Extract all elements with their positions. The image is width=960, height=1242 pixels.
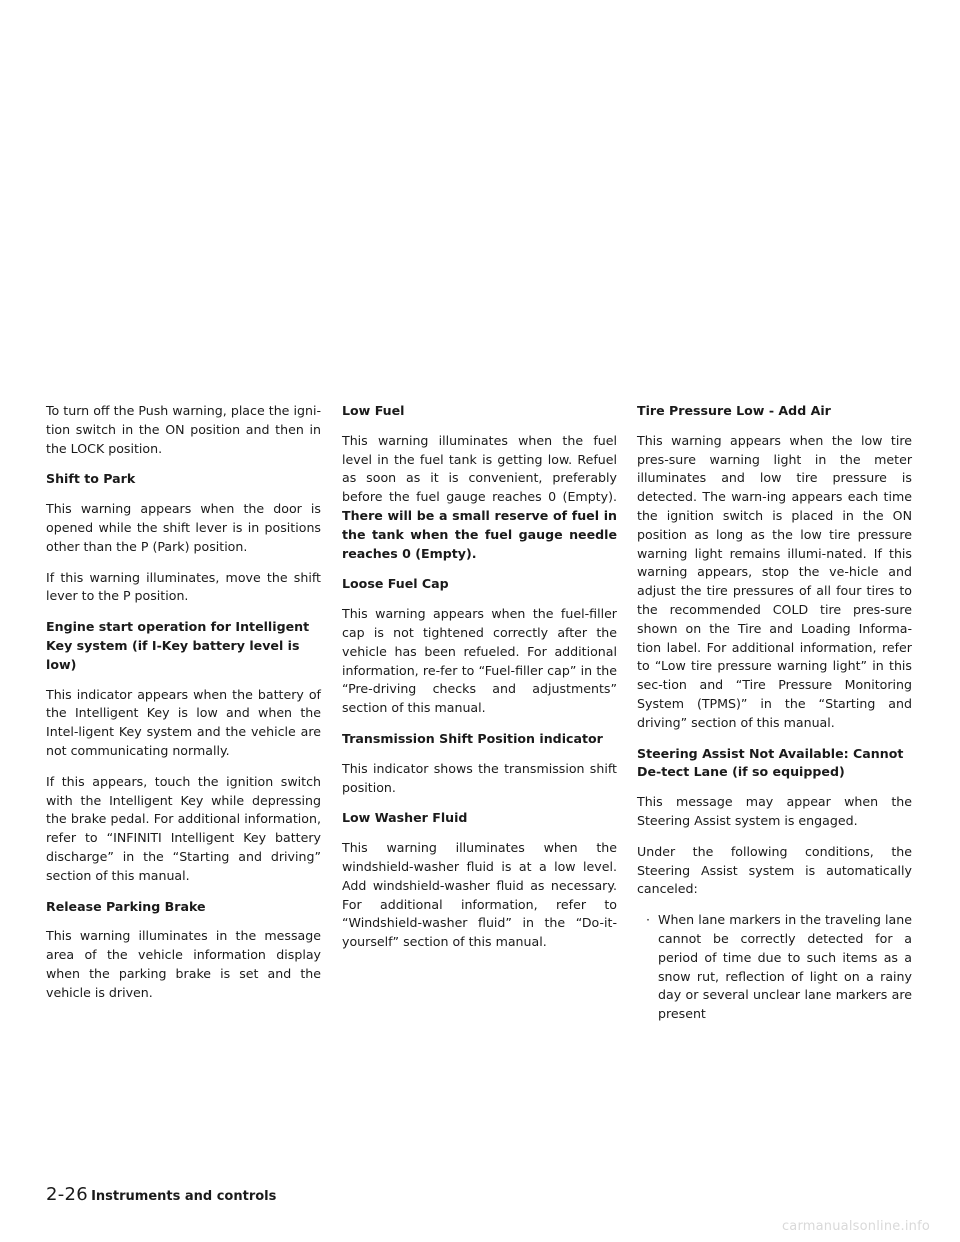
tire-pressure-paragraph: This warning appears when the low tire pres-sure warning light in the meter illuminates and low tire pressure is detected. The warn-ing appears each time the ignition switch is placed in the ON position as long as the low tire pressure warning light remains illumi-nated. If this warning appears, stop the ve-hicle and adjust the tire pressures of all four tires to the recommended COLD tire pres-sure shown on the Tire and Loading Informa-tion label. For additional information, refer to “Low tire pressure warning light” in this sec-tion and “Tire Pressure Monitoring System (TPMS)” in the “Starting and driving” section of this manual. bbox=[637, 432, 912, 730]
loose-fuel-cap-heading: Loose Fuel Cap bbox=[342, 576, 449, 592]
shift-to-park-paragraph-2: If this warning illuminates, move the shift lever to the P position. bbox=[46, 569, 321, 604]
transmission-shift-paragraph: This indicator shows the transmission shift position. bbox=[342, 760, 617, 795]
low-washer-fluid-paragraph: This warning illuminates when the windshield-washer fluid is at a low level. Add windshield-washer fluid as necessary. For additional information, refer to “Windshield-washer fluid” in the “Do-it-yourself” section of this manual. bbox=[342, 840, 617, 950]
steering-assist-heading: Steering Assist Not Available: Cannot De-tect Lane (if so equipped) bbox=[637, 745, 904, 780]
list-item-text: When lane markers in the traveling lane cannot be correctly detected for a period of time due to such items as a snow rut, reflection of light on a rainy day or several unclear lane markers are present bbox=[658, 912, 912, 1022]
shift-to-park-paragraph-1: This warning appears when the door is opened while the shift lever is in positions other than the P (Park) position. bbox=[46, 501, 321, 554]
tire-pressure-heading: Tire Pressure Low - Add Air bbox=[637, 403, 831, 418]
release-parking-brake-paragraph: This warning illuminates in the message area of the vehicle information display when the parking brake is set and the vehicle is driven. bbox=[46, 928, 321, 1000]
column-middle bbox=[342, 402, 617, 964]
low-washer-fluid-heading: Low Washer Fluid bbox=[342, 810, 468, 826]
low-fuel-paragraph bbox=[342, 432, 617, 564]
list-item bbox=[637, 911, 912, 1024]
shift-to-park-heading: Shift to Park bbox=[46, 471, 136, 487]
push-warning-paragraph: To turn off the Push warning, place the igni-tion switch in the ON position and then in the LOCK position. bbox=[46, 403, 321, 456]
low-fuel-emphasis: There will be a small reserve of fuel in the tank when the fuel gauge needle reaches 0 (Empty). bbox=[342, 507, 617, 561]
bullet-icon: · bbox=[646, 912, 651, 928]
column-left bbox=[46, 402, 321, 1015]
low-fuel-text: This warning illuminates when the fuel level in the fuel tank is getting low. Refuel as soon as it is convenient, preferably before the fuel gauge reaches 0 (Empty). bbox=[342, 432, 617, 505]
transmission-shift-heading: Transmission Shift Position indicator bbox=[342, 730, 603, 746]
page-number: 2-26 bbox=[46, 1184, 89, 1205]
column-right bbox=[637, 402, 912, 1024]
release-parking-brake-heading: Release Parking Brake bbox=[46, 898, 206, 914]
page-footer bbox=[46, 1184, 276, 1205]
low-fuel-heading: Low Fuel bbox=[342, 403, 405, 418]
engine-start-heading: Engine start operation for Intelligent Key system (if I-Key battery level is low) bbox=[46, 619, 310, 672]
steering-assist-paragraph-1: This message may appear when the Steering Assist system is engaged. bbox=[637, 794, 912, 828]
watermark: carmanualsonline.info bbox=[781, 1219, 930, 1234]
loose-fuel-cap-paragraph: This warning appears when the fuel-filler cap is not tightened correctly after the vehicle has been refueled. For additional information, re-fer to “Fuel-filler cap” in the “Pre-driving checks and adjustments” section of this manual. bbox=[342, 606, 617, 716]
section-title: Instruments and controls bbox=[91, 1189, 277, 1204]
steering-assist-paragraph-2: Under the following conditions, the Steering Assist system is automatically canceled: bbox=[637, 843, 912, 897]
engine-start-paragraph-2: If this appears, touch the ignition switch with the Intelligent Key while depressing the brake pedal. For additional information, refer to “INFINITI Intelligent Key battery discharge” in the “Starting and driving” section of this manual. bbox=[46, 773, 321, 883]
cancel-conditions-list bbox=[637, 911, 912, 1024]
engine-start-paragraph-1: This indicator appears when the battery of the Intelligent Key is low and when the Intel-ligent Key system and the vehicle are not communicating normally. bbox=[46, 686, 321, 758]
